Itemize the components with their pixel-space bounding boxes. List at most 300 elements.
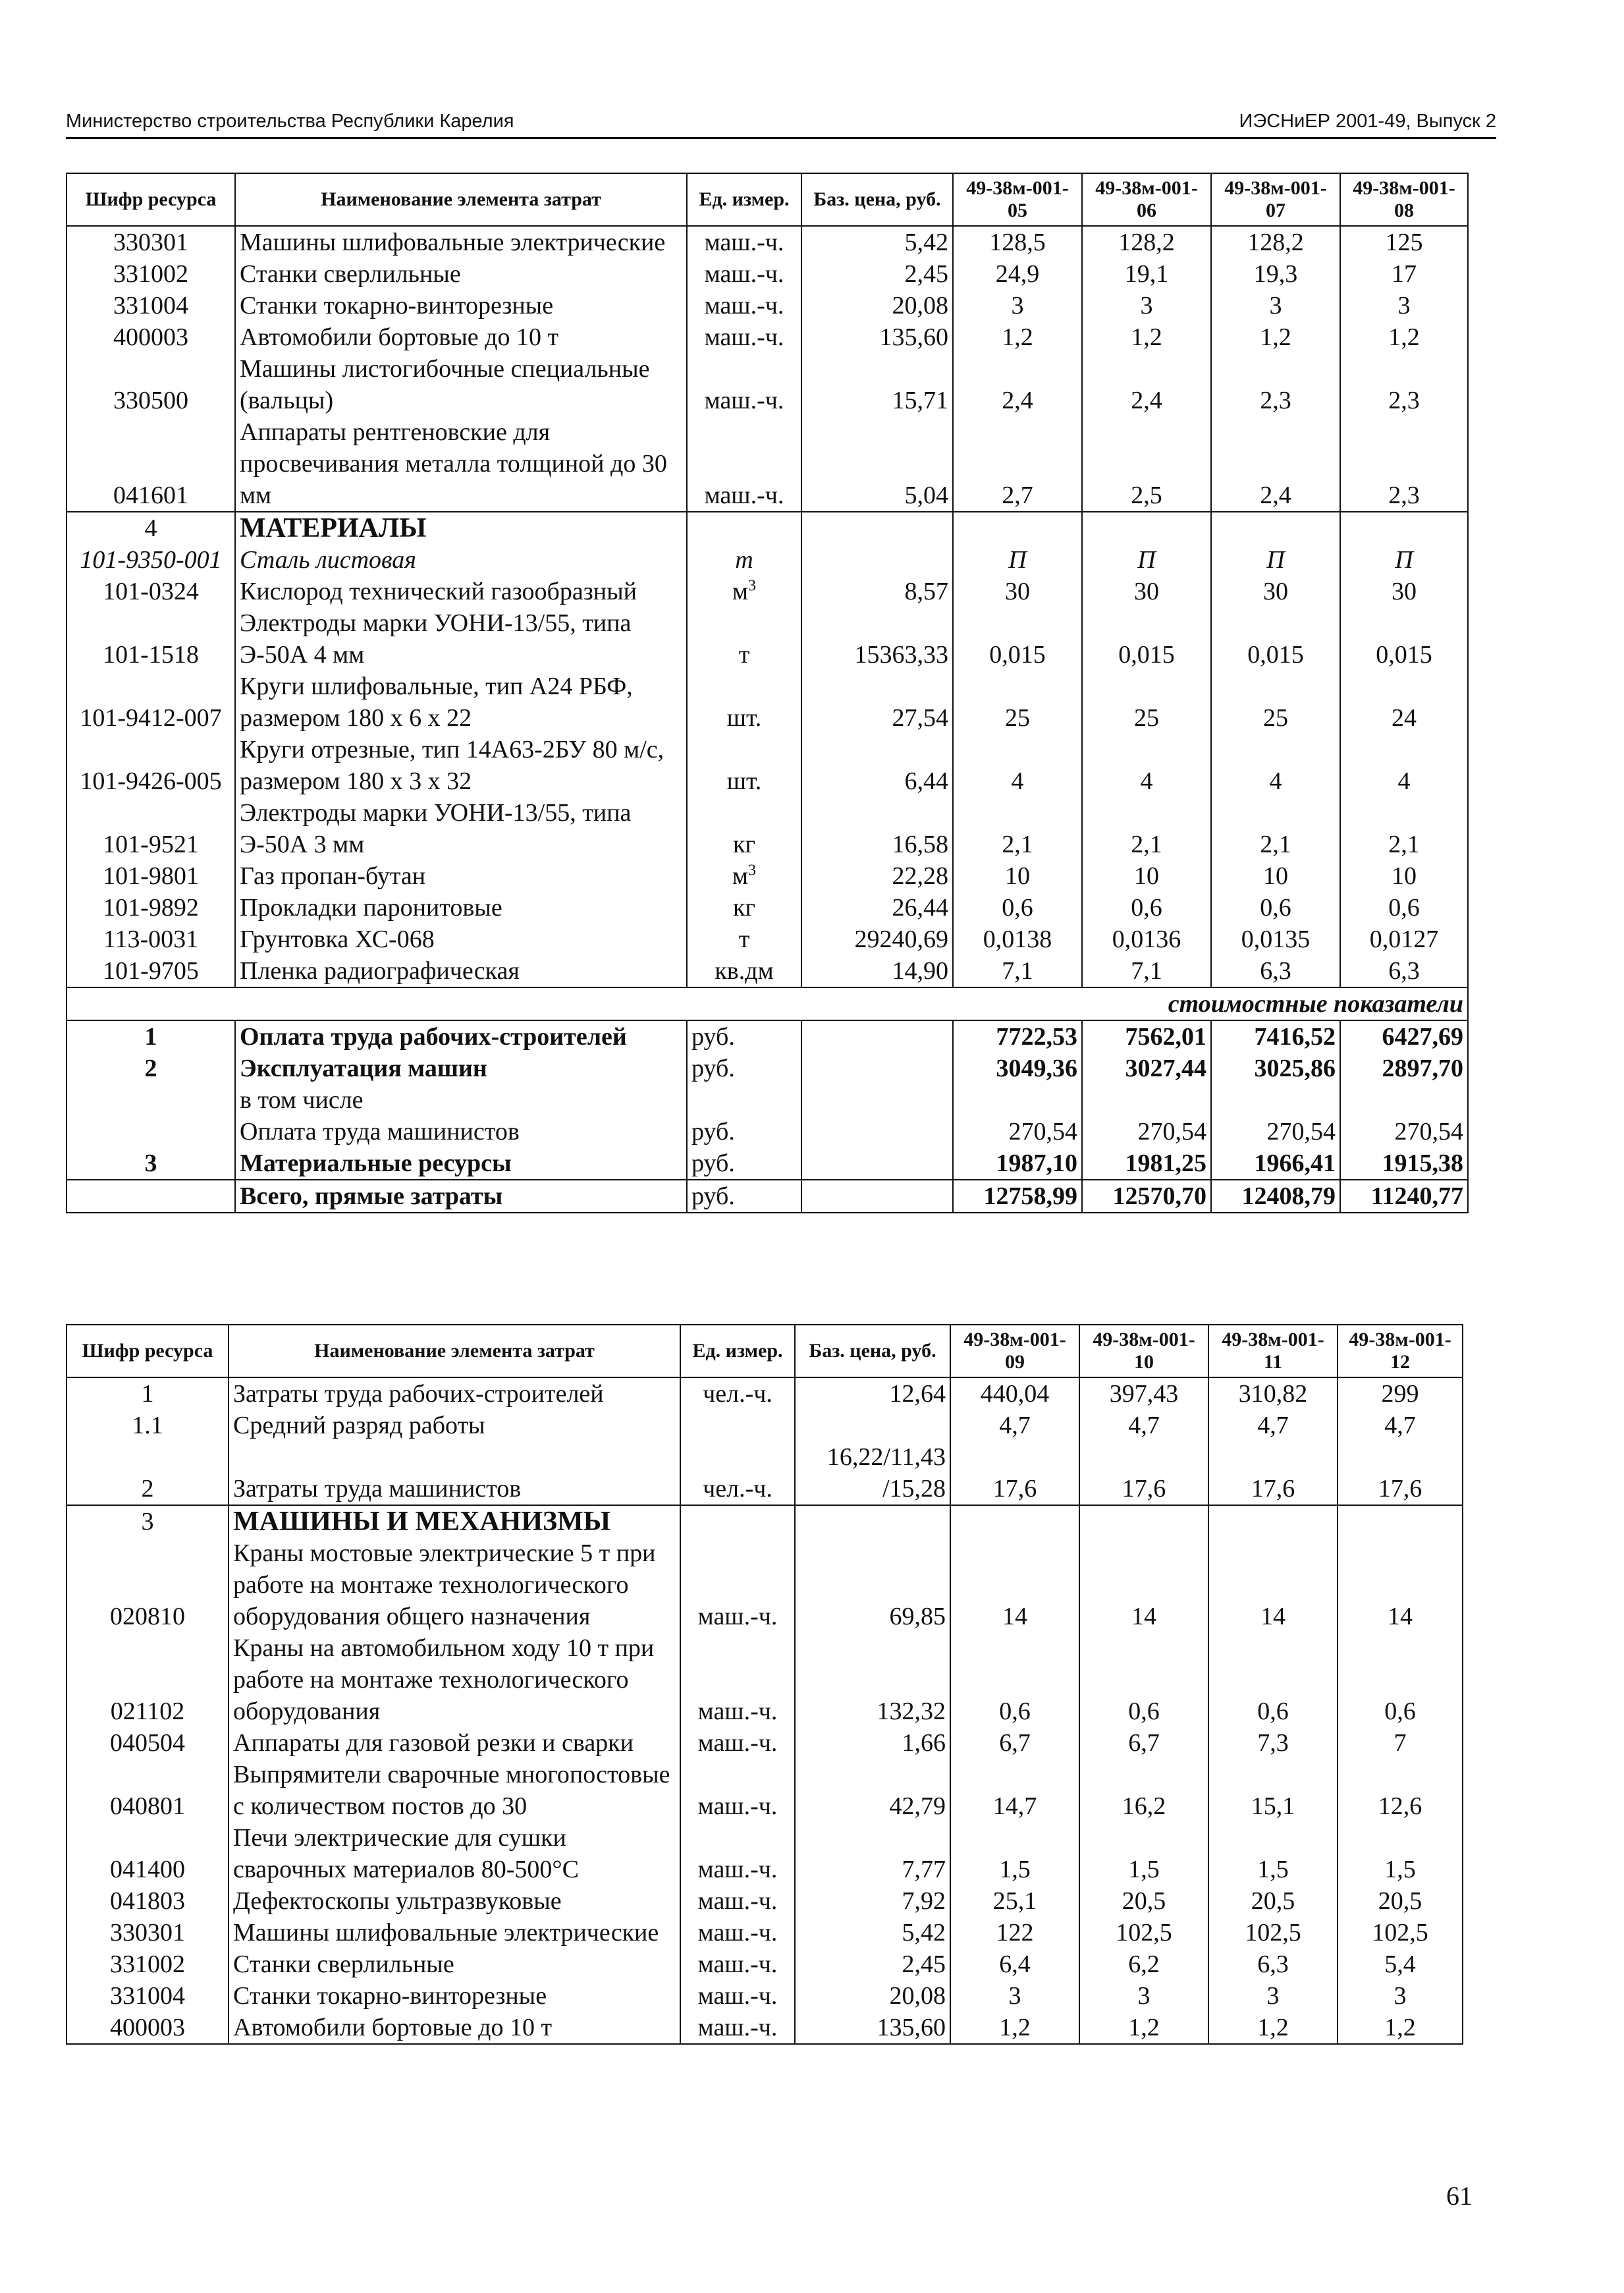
unit: т [687, 544, 801, 576]
norm-value: 0,6 [1211, 892, 1340, 924]
resource-code: 331004 [67, 1980, 229, 2012]
unit: кг [687, 797, 801, 860]
table-row [67, 226, 1468, 258]
resource-name: Станки сверлильные [235, 258, 687, 290]
cost-row [67, 1020, 1468, 1053]
col-header-price: Баз. цена, руб. [801, 173, 953, 226]
norm-value: 128,2 [1082, 226, 1211, 258]
cost-value [1082, 1084, 1211, 1116]
norm-value: 0,015 [1211, 607, 1340, 671]
norm-value: 2,3 [1211, 353, 1340, 416]
resource-code: 020810 [67, 1537, 229, 1632]
cost-indicators-label: стоимостные показатели [67, 987, 1468, 1020]
norm-value: 14 [1079, 1537, 1208, 1632]
unit: чел.-ч. [680, 1377, 795, 1410]
base-price: 16,58 [801, 797, 953, 860]
section-row-machines [67, 1505, 1463, 1537]
resource-code: 101-9801 [67, 860, 235, 892]
unit: маш.-ч. [687, 290, 801, 321]
norm-value: 17,6 [1079, 1441, 1208, 1505]
cost-value: 1987,10 [953, 1147, 1082, 1180]
cost-unit [687, 1084, 801, 1116]
norm-value: 3 [1079, 1980, 1208, 2012]
norm-value: 14 [1338, 1537, 1463, 1632]
norm-value: 1,2 [1079, 2012, 1208, 2044]
norm-value: 0,6 [1208, 1632, 1338, 1727]
cost-value [1211, 1084, 1340, 1116]
unit: кв.дм [687, 955, 801, 987]
cost-unit: руб. [687, 1180, 801, 1213]
col-header-norm-3: 49-38м-001-11 [1208, 1325, 1338, 1377]
resource-code: 041803 [67, 1885, 229, 1917]
resource-code: 400003 [67, 321, 235, 353]
resource-name: Станки сверлильные [229, 1948, 680, 1980]
resource-code: 101-9892 [67, 892, 235, 924]
norm-value: 1,2 [1082, 321, 1211, 353]
norm-value: 30 [1211, 576, 1340, 607]
resource-name: Кислород технический газообразный [235, 576, 687, 607]
norm-value: 20,5 [1079, 1885, 1208, 1917]
norm-value: 4,7 [1338, 1410, 1463, 1441]
table-row [67, 290, 1468, 321]
resource-code: 330301 [67, 1917, 229, 1948]
norm-value: 24 [1340, 671, 1468, 734]
resource-name: Аппараты рентгеновские для просвечивания металла толщиной до 30 мм [235, 416, 687, 512]
norm-value: 299 [1338, 1377, 1463, 1410]
norm-value: 2,1 [953, 797, 1082, 860]
unit: маш.-ч. [680, 1917, 795, 1948]
norm-value: 15,1 [1208, 1759, 1338, 1822]
unit: маш.-ч. [687, 258, 801, 290]
cost-code [67, 1116, 235, 1147]
resource-name: Машины шлифовальные электрические [229, 1917, 680, 1948]
base-price: 2,45 [801, 258, 953, 290]
col-header-unit: Ед. измер. [687, 173, 801, 226]
norm-value: 0,6 [1082, 892, 1211, 924]
resource-name: Станки токарно-винторезные [229, 1980, 680, 2012]
norm-value: 20,5 [1208, 1885, 1338, 1917]
base-price: 20,08 [795, 1980, 950, 2012]
table-row [67, 576, 1468, 607]
norm-value: П [953, 544, 1082, 576]
base-price: 14,90 [801, 955, 953, 987]
resource-code: 113-0031 [67, 924, 235, 955]
unit: $м^3$ [687, 576, 801, 607]
unit: чел.-ч. [680, 1441, 795, 1505]
resource-code: 101-0324 [67, 576, 235, 607]
unit: $м^3$ [687, 860, 801, 892]
unit: маш.-ч. [680, 1727, 795, 1759]
norm-value: 2,4 [1082, 353, 1211, 416]
norm-value: 0,015 [1082, 607, 1211, 671]
norm-value: 3 [953, 290, 1082, 321]
col-header-unit: Ед. измер. [680, 1325, 795, 1377]
col-header-norm-4: 49-38м-001-12 [1338, 1325, 1463, 1377]
resource-name: Краны мостовые электрические 5 т при работе на монтаже технологического оборудования общего назначения [229, 1537, 680, 1632]
norm-value: 2,4 [953, 353, 1082, 416]
base-price: 42,79 [795, 1759, 950, 1822]
unit: маш.-ч. [687, 226, 801, 258]
col-header-norm-1: 49-38м-001-09 [950, 1325, 1079, 1377]
table-row [67, 1980, 1463, 2012]
base-price: 7,92 [795, 1885, 950, 1917]
norm-value: 7,3 [1208, 1727, 1338, 1759]
norm-value: 1,5 [1208, 1822, 1338, 1885]
base-price: 1,66 [795, 1727, 950, 1759]
resource-code: 400003 [67, 2012, 229, 2044]
cost-value: 6427,69 [1340, 1020, 1468, 1053]
col-header-code: Шифр ресурса [67, 173, 235, 226]
norm-value: 6,3 [1211, 955, 1340, 987]
resource-code: 101-9705 [67, 955, 235, 987]
unit: маш.-ч. [680, 1537, 795, 1632]
resource-name: Машины листогибочные специальные (вальцы) [235, 353, 687, 416]
unit-exponent: 3 [748, 577, 757, 595]
cost-value: 3049,36 [953, 1053, 1082, 1084]
norm-value: 3 [1208, 1980, 1338, 2012]
unit [680, 1410, 795, 1441]
table-row [67, 860, 1468, 892]
table-row [67, 1727, 1463, 1759]
total-label: Всего, прямые затраты [235, 1180, 687, 1213]
col-header-norm-1: 49-38м-001-05 [953, 173, 1082, 226]
resource-code: 101-9426-005 [67, 734, 235, 797]
cost-row [67, 1084, 1468, 1116]
table-row [67, 892, 1468, 924]
unit: маш.-ч. [680, 1822, 795, 1885]
resource-name: Дефектоскопы ультразвуковые [229, 1885, 680, 1917]
base-price: 15363,33 [801, 607, 953, 671]
resource-name: Пленка радиографическая [235, 955, 687, 987]
cost-code: 2 [67, 1053, 235, 1084]
total-value: 12570,70 [1082, 1180, 1211, 1213]
header-organization: Министерство строительства Республики Карелия [66, 111, 514, 132]
table-row [67, 734, 1468, 797]
table-row [67, 1759, 1463, 1822]
norm-value: 7,1 [1082, 955, 1211, 987]
col-header-code: Шифр ресурса [67, 1325, 229, 1377]
norm-value: 102,5 [1079, 1917, 1208, 1948]
table-row [67, 1632, 1463, 1727]
base-price: 15,71 [801, 353, 953, 416]
resource-name: Выпрямители сварочные многопостовые с количеством постов до 30 [229, 1759, 680, 1822]
norm-value: 16,2 [1079, 1759, 1208, 1822]
norm-value: 17 [1340, 258, 1468, 290]
norm-value: 128,5 [953, 226, 1082, 258]
cost-value [953, 1084, 1082, 1116]
norm-value: 6,4 [950, 1948, 1079, 1980]
norm-value: 1,2 [953, 321, 1082, 353]
total-row [67, 1180, 1468, 1213]
unit: маш.-ч. [680, 1632, 795, 1727]
table-row [67, 607, 1468, 671]
cost-value: 7562,01 [1082, 1020, 1211, 1053]
base-price: 26,44 [801, 892, 953, 924]
cost-unit: руб. [687, 1116, 801, 1147]
norm-value: 4,7 [1079, 1410, 1208, 1441]
table-row [67, 1885, 1463, 1917]
norm-value: 24,9 [953, 258, 1082, 290]
resource-code: 101-1518 [67, 607, 235, 671]
resource-code: 331004 [67, 290, 235, 321]
norm-value: 4,7 [950, 1410, 1079, 1441]
table-row [67, 797, 1468, 860]
resource-name: Газ пропан-бутан [235, 860, 687, 892]
resource-name: Электроды марки УОНИ-13/55, типа Э-50А 3 мм [235, 797, 687, 860]
norm-value: 2,1 [1211, 797, 1340, 860]
norm-value: 3 [1082, 290, 1211, 321]
norm-value: 3 [1211, 290, 1340, 321]
norm-value: 19,1 [1082, 258, 1211, 290]
norm-value: 20,5 [1338, 1885, 1463, 1917]
col-header-norm-2: 49-38м-001-10 [1079, 1325, 1208, 1377]
table-row [67, 924, 1468, 955]
table-row [67, 353, 1468, 416]
norm-value: 397,43 [1079, 1377, 1208, 1410]
norm-value: 6,7 [950, 1727, 1079, 1759]
table-row [67, 955, 1468, 987]
resource-name: Автомобили бортовые до 10 т [235, 321, 687, 353]
norm-value: 30 [1082, 576, 1211, 607]
norm-value: 2,3 [1340, 353, 1468, 416]
norm-value: 310,82 [1208, 1377, 1338, 1410]
unit: маш.-ч. [680, 2012, 795, 2044]
unit: маш.-ч. [680, 1759, 795, 1822]
total-value: 11240,77 [1340, 1180, 1468, 1213]
base-price: 20,08 [801, 290, 953, 321]
base-price: 5,04 [801, 416, 953, 512]
cost-value: 270,54 [1082, 1116, 1211, 1147]
norm-value: 7,1 [953, 955, 1082, 987]
norm-value: 1,5 [1338, 1822, 1463, 1885]
base-price: 69,85 [795, 1537, 950, 1632]
norm-value: 7 [1338, 1727, 1463, 1759]
cost-code [67, 1084, 235, 1116]
norm-value: 0,0127 [1340, 924, 1468, 955]
norm-value: 10 [1340, 860, 1468, 892]
norm-value: 102,5 [1338, 1917, 1463, 1948]
table-row [67, 321, 1468, 353]
total-value: 12758,99 [953, 1180, 1082, 1213]
unit: маш.-ч. [680, 1980, 795, 2012]
norm-value: 0,0135 [1211, 924, 1340, 955]
norm-value: 6,7 [1079, 1727, 1208, 1759]
norm-value: 25,1 [950, 1885, 1079, 1917]
section-code: 3 [67, 1505, 229, 1537]
norm-value: 3 [1338, 1980, 1463, 2012]
norm-value: 14 [1208, 1537, 1338, 1632]
norm-value: 122 [950, 1917, 1079, 1948]
cost-row [67, 1053, 1468, 1084]
base-price: 135,60 [795, 2012, 950, 2044]
unit: маш.-ч. [687, 321, 801, 353]
norm-value: 6,3 [1340, 955, 1468, 987]
cost-code: 1 [67, 1020, 235, 1053]
norm-value: 0,6 [1340, 892, 1468, 924]
cost-value: 270,54 [1211, 1116, 1340, 1147]
estimate-table-2 [66, 1324, 1463, 2045]
resource-code: 041400 [67, 1822, 229, 1885]
table-1-header-row [67, 173, 1468, 226]
norm-value: 30 [1340, 576, 1468, 607]
table-row [67, 1410, 1463, 1441]
table-row [67, 416, 1468, 512]
resource-code: 101-9521 [67, 797, 235, 860]
unit: т [687, 607, 801, 671]
resource-name: Сталь листовая [235, 544, 687, 576]
cost-code [67, 1180, 235, 1213]
page-number: 61 [1446, 2181, 1473, 2211]
base-price [801, 544, 953, 576]
cost-row [67, 1147, 1468, 1180]
total-value: 12408,79 [1211, 1180, 1340, 1213]
resource-code: 040504 [67, 1727, 229, 1759]
resource-name: Автомобили бортовые до 10 т [229, 2012, 680, 2044]
norm-value: 17,6 [1208, 1441, 1338, 1505]
norm-value: 6,3 [1208, 1948, 1338, 1980]
resource-code: 101-9350-001 [67, 544, 235, 576]
resource-code: 2 [67, 1441, 229, 1505]
table-2-header-row [67, 1325, 1463, 1377]
norm-value: 0,6 [950, 1632, 1079, 1727]
resource-name: Затраты труда рабочих-строителей [229, 1377, 680, 1410]
cost-name: в том числе [235, 1084, 687, 1116]
resource-name: Затраты труда машинистов [229, 1441, 680, 1505]
norm-value: 0,0136 [1082, 924, 1211, 955]
unit: т [687, 924, 801, 955]
cost-indicators-row [67, 987, 1468, 1020]
cost-unit: руб. [687, 1053, 801, 1084]
base-price: 12,64 [795, 1377, 950, 1410]
resource-name: Грунтовка ХС-068 [235, 924, 687, 955]
norm-value: 10 [1211, 860, 1340, 892]
base-price: 132,32 [795, 1632, 950, 1727]
base-price: 8,57 [801, 576, 953, 607]
resource-code: 040801 [67, 1759, 229, 1822]
norm-value: 1,2 [1338, 2012, 1463, 2044]
table-row [67, 1917, 1463, 1948]
base-price [795, 1410, 950, 1441]
norm-value: 4 [1211, 734, 1340, 797]
base-price: 7,77 [795, 1822, 950, 1885]
norm-value: 25 [1082, 671, 1211, 734]
unit: маш.-ч. [680, 1885, 795, 1917]
norm-value: 14 [950, 1537, 1079, 1632]
resource-name: Круги шлифовальные, тип А24 РБФ, размером 180 х 6 х 22 [235, 671, 687, 734]
norm-value: 10 [1082, 860, 1211, 892]
norm-value: 30 [953, 576, 1082, 607]
resource-code: 331002 [67, 1948, 229, 1980]
norm-value: 6,2 [1079, 1948, 1208, 1980]
norm-value: 2,1 [1340, 797, 1468, 860]
norm-value: 125 [1340, 226, 1468, 258]
col-header-norm-2: 49-38м-001-06 [1082, 173, 1211, 226]
col-header-price: Баз. цена, руб. [795, 1325, 950, 1377]
base-price: 16,22/11,43 /15,28 [795, 1441, 950, 1505]
cost-name: Эксплуатация машин [235, 1053, 687, 1084]
cost-value: 7722,53 [953, 1020, 1082, 1053]
cost-unit: руб. [687, 1020, 801, 1053]
base-price: 5,42 [801, 226, 953, 258]
table-row [67, 1377, 1463, 1410]
norm-value: 1,2 [1208, 2012, 1338, 2044]
norm-value: 2,3 [1340, 416, 1468, 512]
base-price: 5,42 [795, 1917, 950, 1948]
header-document-code: ИЭСНиЕР 2001-49, Выпуск 2 [1239, 111, 1496, 132]
table-row [67, 1537, 1463, 1632]
resource-name: Прокладки паронитовые [235, 892, 687, 924]
resource-code: 330500 [67, 353, 235, 416]
cost-value: 3025,86 [1211, 1053, 1340, 1084]
base-price: 6,44 [801, 734, 953, 797]
resource-code: 021102 [67, 1632, 229, 1727]
table-row [67, 544, 1468, 576]
norm-value: 4 [1082, 734, 1211, 797]
norm-value: 25 [1211, 671, 1340, 734]
norm-value: 1,2 [1340, 321, 1468, 353]
cost-unit: руб. [687, 1147, 801, 1180]
cost-name: Оплата труда машинистов [235, 1116, 687, 1147]
col-header-norm-4: 49-38м-001-08 [1340, 173, 1468, 226]
unit: маш.-ч. [687, 353, 801, 416]
norm-value: 3 [1340, 290, 1468, 321]
cost-row [67, 1116, 1468, 1147]
cost-value: 1915,38 [1340, 1147, 1468, 1180]
norm-value: 1,2 [950, 2012, 1079, 2044]
base-price: 135,60 [801, 321, 953, 353]
norm-value: П [1211, 544, 1340, 576]
cost-value [1340, 1084, 1468, 1116]
cost-value: 3027,44 [1082, 1053, 1211, 1084]
base-price: 22,28 [801, 860, 953, 892]
norm-value: 0,6 [953, 892, 1082, 924]
resource-code: 101-9412-007 [67, 671, 235, 734]
section-row-materials [67, 512, 1468, 544]
resource-code: 041601 [67, 416, 235, 512]
section-title: МАШИНЫ И МЕХАНИЗМЫ [229, 1505, 680, 1537]
col-header-norm-3: 49-38м-001-07 [1211, 173, 1340, 226]
norm-value: 12,6 [1338, 1759, 1463, 1822]
base-price: 2,45 [795, 1948, 950, 1980]
unit: шт. [687, 734, 801, 797]
norm-value: 25 [953, 671, 1082, 734]
cost-name: Материальные ресурсы [235, 1147, 687, 1180]
norm-value: 2,5 [1082, 416, 1211, 512]
norm-value: 4,7 [1208, 1410, 1338, 1441]
resource-name: Станки токарно-винторезные [235, 290, 687, 321]
unit: шт. [687, 671, 801, 734]
norm-value: 0,6 [1338, 1632, 1463, 1727]
norm-value: 0,015 [953, 607, 1082, 671]
resource-name: Средний разряд работы [229, 1410, 680, 1441]
resource-code: 1.1 [67, 1410, 229, 1441]
unit: маш.-ч. [680, 1948, 795, 1980]
norm-value: 0,6 [1079, 1632, 1208, 1727]
norm-value: 2,4 [1211, 416, 1340, 512]
col-header-name: Наименование элемента затрат [235, 173, 687, 226]
unit: кг [687, 892, 801, 924]
cost-value: 270,54 [1340, 1116, 1468, 1147]
norm-value: 2,7 [953, 416, 1082, 512]
norm-value: 4 [1340, 734, 1468, 797]
norm-value: 128,2 [1211, 226, 1340, 258]
norm-value: 0,0138 [953, 924, 1082, 955]
resource-name: Круги отрезные, тип 14А63-2БУ 80 м/с, размером 180 х 3 х 32 [235, 734, 687, 797]
norm-value: 1,2 [1211, 321, 1340, 353]
cost-value: 7416,52 [1211, 1020, 1340, 1053]
resource-name: Краны на автомобильном ходу 10 т при работе на монтаже технологического оборудования [229, 1632, 680, 1727]
norm-value: 102,5 [1208, 1917, 1338, 1948]
